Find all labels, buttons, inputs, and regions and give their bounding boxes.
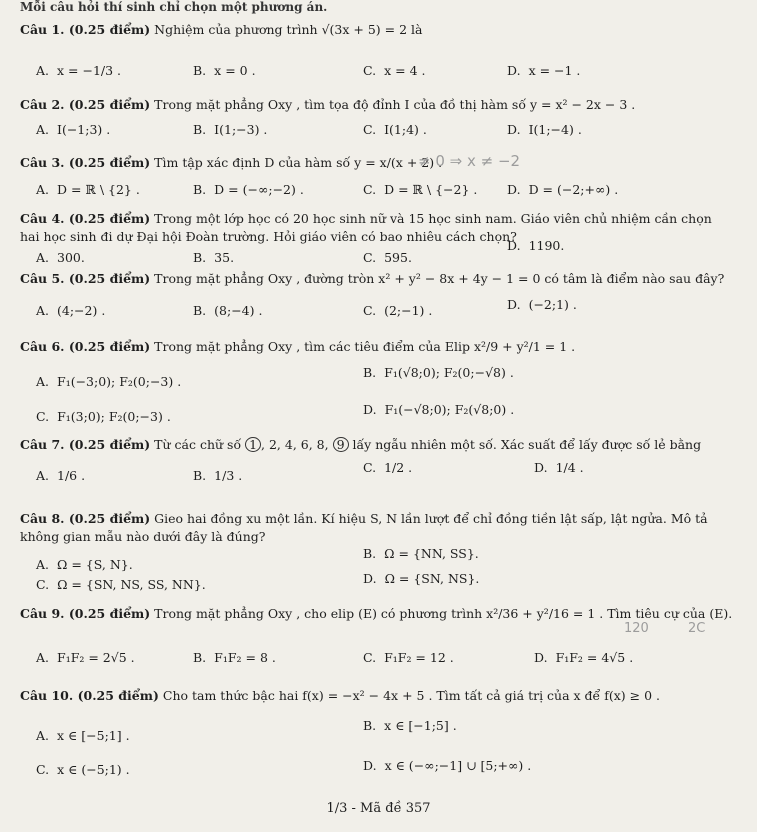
- question-label: Câu 1. (0.25 điểm): [20, 22, 151, 37]
- question-1: [20, 22, 422, 38]
- question-text: Trong mặt phẳng Oxy , cho elip (E) có phương trình x²/36 + y²/16 = 1 . Tìm tiêu cự của (E).: [154, 606, 733, 621]
- question-text: Gieo hai đồng xu một lần. Kí hiệu S, N lần lượt để chỉ đồng tiền lật sấp, lật ngửa. Mô tả: [154, 511, 708, 526]
- page-footer: 1/3 - Mã đề 357: [326, 801, 431, 816]
- option-b[interactable]: B. 35.: [193, 250, 235, 265]
- option-b[interactable]: B. D = (−∞;−2) .: [193, 182, 304, 197]
- question-label: Câu 8. (0.25 điểm): [20, 511, 151, 526]
- question-8: [20, 511, 708, 527]
- question-text: Trong mặt phẳng Oxy , tìm tọa độ đỉnh I của đồ thị hàm số y = x² − 2x − 3 .: [154, 97, 636, 112]
- option-a[interactable]: A. Ω = {S, N}.: [36, 557, 133, 572]
- circled-digit-9: 9: [333, 437, 349, 452]
- question-text: Nghiệm của phương trình √(3x + 5) = 2 là: [154, 22, 423, 37]
- question-label: Câu 2. (0.25 điểm): [20, 97, 151, 112]
- option-a[interactable]: A. 1/6 .: [36, 468, 86, 483]
- option-c[interactable]: C. 1/2 .: [363, 460, 413, 475]
- question-text: Cho tam thức bậc hai f(x) = −x² − 4x + 5 . Tìm tất cả giá trị của x để f(x) ≥ 0 .: [162, 688, 660, 703]
- option-d[interactable]: D. F₁(−√8;0); F₂(√8;0) .: [363, 402, 515, 417]
- circled-digit-1: 1: [245, 437, 261, 452]
- option-b[interactable]: B. x = 0 .: [193, 63, 256, 78]
- question-4: [20, 211, 712, 227]
- option-c[interactable]: C. D = ℝ \ {−2} .: [363, 182, 478, 197]
- option-a[interactable]: A. I(−1;3) .: [36, 122, 111, 137]
- option-d[interactable]: D. x ∈ (−∞;−1] ∪ [5;+∞) .: [363, 758, 532, 773]
- instruction-header: Mỗi câu hỏi thí sinh chỉ chọn một phương án.: [20, 0, 328, 14]
- question-label: Câu 9. (0.25 điểm): [20, 606, 151, 621]
- question-4-line-2: hai học sinh đi dự Đại hội Đoàn trường. Hỏi giáo viên có bao nhiêu cách chọn?: [20, 229, 517, 244]
- question-text: Trong mặt phẳng Oxy , tìm các tiêu điểm của Elip x²/9 + y²/1 = 1 .: [154, 339, 576, 354]
- question-10: [20, 688, 660, 704]
- question-label: Câu 10. (0.25 điểm): [20, 688, 159, 703]
- option-a[interactable]: A. (4;−2) .: [36, 303, 106, 318]
- option-d[interactable]: D. F₁F₂ = 4√5 .: [534, 650, 634, 665]
- question-6: [20, 339, 575, 355]
- question-label: Câu 7. (0.25 điểm): [20, 437, 151, 452]
- option-c[interactable]: C. x = 4 .: [363, 63, 426, 78]
- option-b[interactable]: B. x ∈ [−1;5] .: [363, 718, 457, 733]
- question-text: Tìm tập xác định D của hàm số y = x/(x + 2) .: [154, 155, 443, 170]
- question-8-line-2: không gian mẫu nào dưới đây là đúng?: [20, 529, 266, 544]
- handwritten-note: 120: [624, 621, 649, 636]
- question-2: [20, 97, 635, 113]
- option-d[interactable]: D. x = −1 .: [507, 63, 581, 78]
- handwritten-note: ≠ 0 ⇒ x ≠ −2: [418, 152, 521, 170]
- option-b[interactable]: B. I(1;−3) .: [193, 122, 268, 137]
- option-a[interactable]: A. F₁(−3;0); F₂(0;−3) .: [36, 374, 182, 389]
- option-b[interactable]: B. F₁(√8;0); F₂(0;−√8) .: [363, 365, 514, 380]
- option-d[interactable]: D. I(1;−4) .: [507, 122, 582, 137]
- option-b[interactable]: B. (8;−4) .: [193, 303, 263, 318]
- option-c[interactable]: C. x ∈ (−5;1) .: [36, 762, 130, 777]
- option-c[interactable]: C. 595.: [363, 250, 412, 265]
- option-d[interactable]: D. (−2;1) .: [507, 297, 577, 312]
- option-a[interactable]: A. 300.: [36, 250, 85, 265]
- option-a[interactable]: A. D = ℝ \ {2} .: [36, 182, 140, 197]
- option-b[interactable]: B. 1/3 .: [193, 468, 243, 483]
- option-a[interactable]: A. x = −1/3 .: [36, 63, 122, 78]
- question-label: Câu 6. (0.25 điểm): [20, 339, 151, 354]
- option-a[interactable]: A. x ∈ [−5;1] .: [36, 728, 130, 743]
- question-3: [20, 155, 442, 171]
- question-5: [20, 271, 724, 287]
- question-label: Câu 4. (0.25 điểm): [20, 211, 151, 226]
- question-text: Trong mặt phẳng Oxy , đường tròn x² + y² − 8x + 4y − 1 = 0 có tâm là điểm nào sau đây?: [154, 271, 725, 286]
- handwritten-note: 2C: [688, 621, 706, 636]
- option-b[interactable]: B. Ω = {NN, SS}.: [363, 546, 479, 561]
- question-label: Câu 3. (0.25 điểm): [20, 155, 151, 170]
- option-d[interactable]: D. 1190.: [507, 238, 565, 253]
- option-d[interactable]: D. 1/4 .: [534, 460, 584, 475]
- option-d[interactable]: D. D = (−2;+∞) .: [507, 182, 619, 197]
- option-a[interactable]: A. F₁F₂ = 2√5 .: [36, 650, 135, 665]
- question-text: Trong một lớp học có 20 học sinh nữ và 15 học sinh nam. Giáo viên chủ nhiệm cần chọn: [154, 211, 712, 226]
- question-label: Câu 5. (0.25 điểm): [20, 271, 151, 286]
- question-7: Câu 7. (0.25 điểm) Từ các chữ số 1 , 2, 4, 6, 8, 9 lấy ngẫu nhiên một số. Xác suất để lấy được số lẻ bằng: [20, 437, 702, 452]
- option-c[interactable]: C. F₁F₂ = 12 .: [363, 650, 454, 665]
- option-b[interactable]: B. F₁F₂ = 8 .: [193, 650, 276, 665]
- option-c[interactable]: C. (2;−1) .: [363, 303, 433, 318]
- option-c[interactable]: C. F₁(3;0); F₂(0;−3) .: [36, 409, 171, 424]
- option-c[interactable]: C. I(1;4) .: [363, 122, 427, 137]
- option-c[interactable]: C. Ω = {SN, NS, SS, NN}.: [36, 577, 206, 592]
- question-9: [20, 606, 732, 622]
- option-d[interactable]: D. Ω = {SN, NS}.: [363, 571, 480, 586]
